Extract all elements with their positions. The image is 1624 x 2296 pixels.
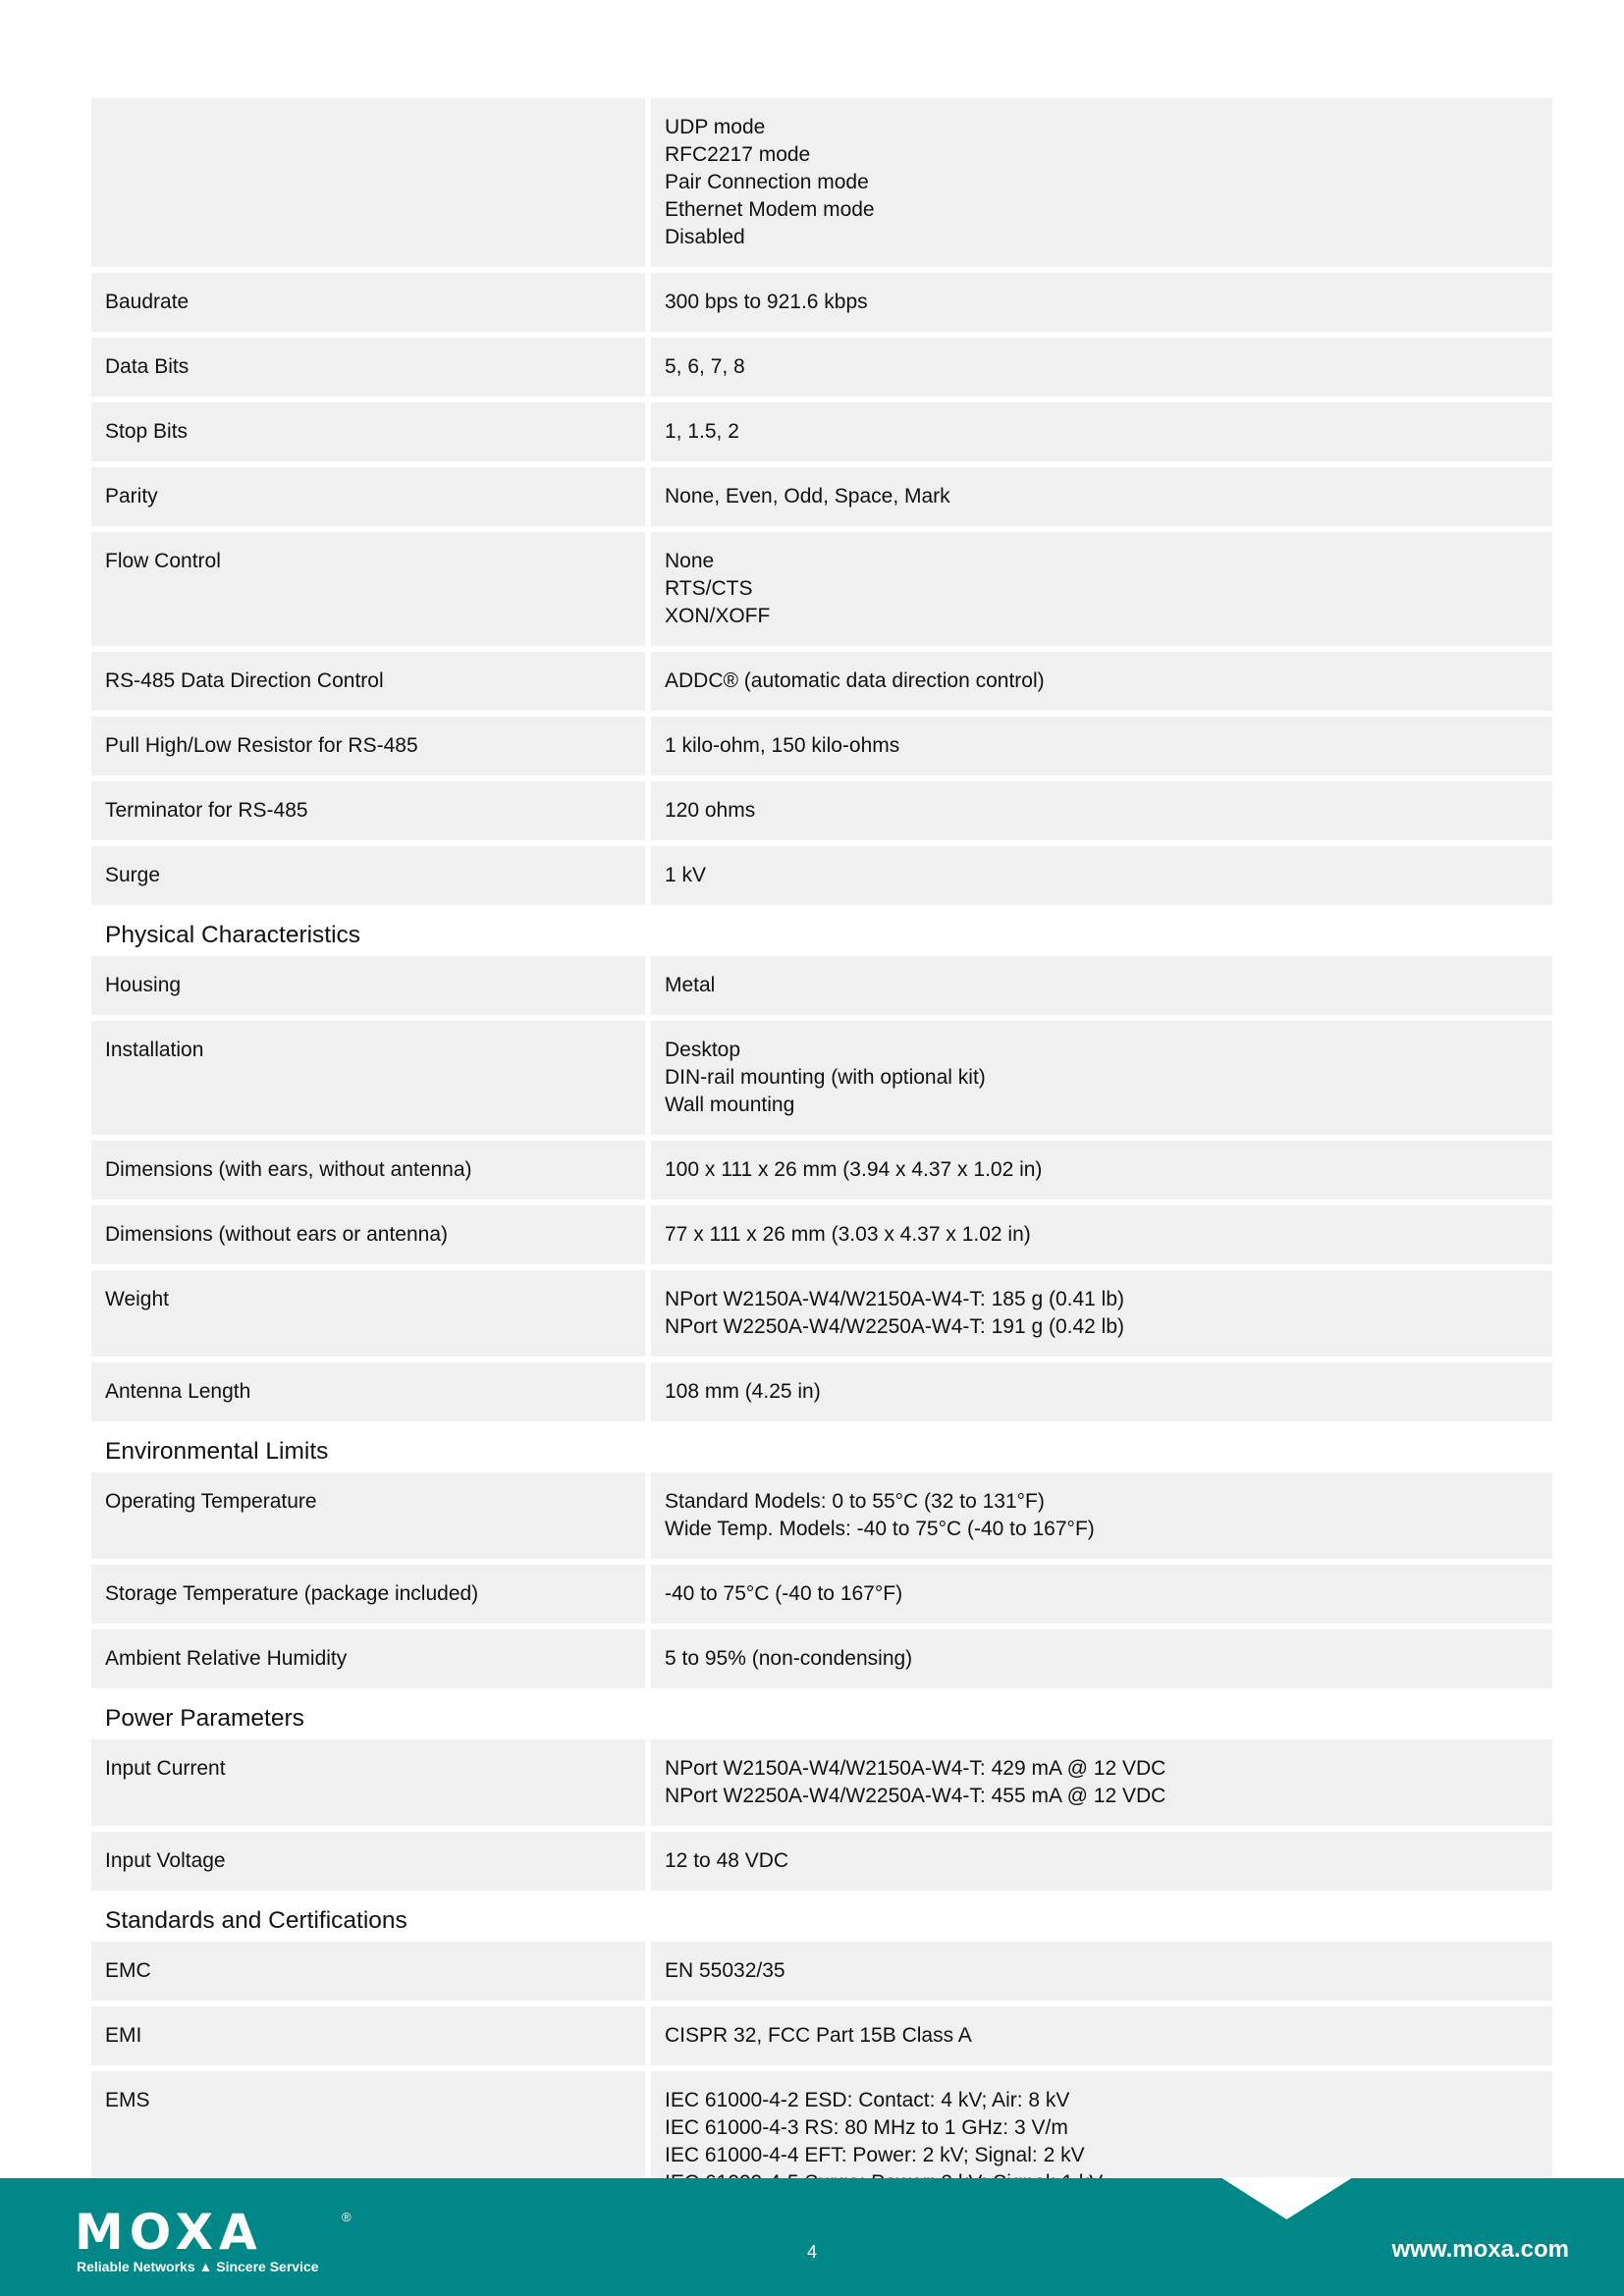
spec-value	[651, 2006, 1552, 2065]
spec-label: Stop Bits	[91, 402, 645, 461]
spec-value-line: XON/XOFF	[665, 605, 771, 627]
spec-row	[91, 532, 1552, 646]
spec-value	[651, 532, 1552, 646]
spec-row	[91, 1739, 1552, 1826]
spec-value-line: Ethernet Modem mode	[665, 198, 875, 221]
spec-sheet	[91, 98, 1552, 2246]
spec-label: Data Bits	[91, 338, 645, 397]
spec-value	[651, 1472, 1552, 1559]
spec-label: Input Current	[91, 1739, 645, 1826]
section-title: Physical Characteristics	[105, 922, 361, 948]
spec-value-line: DIN-rail mounting (with optional kit)	[665, 1066, 986, 1089]
spec-row	[91, 1270, 1552, 1357]
spec-value-line: IEC 61000-4-2 ESD: Contact: 4 kV; Air: 8 kV	[665, 2089, 1070, 2111]
spec-row	[91, 467, 1552, 526]
footer-notch-shape	[1220, 2177, 1353, 2220]
registered-mark: ®	[342, 2210, 352, 2224]
spec-value-line: RTS/CTS	[665, 577, 753, 600]
spec-value-line: Desktop	[665, 1039, 741, 1061]
spec-value-line: None	[665, 550, 715, 572]
spec-value-line: -40 to 75°C (-40 to 167°F)	[665, 1582, 903, 1605]
spec-value	[651, 1629, 1552, 1688]
spec-value-line: IEC 61000-4-4 EFT: Power: 2 kV; Signal: 2 kV	[665, 2144, 1085, 2166]
footer-band	[0, 2178, 1624, 2296]
section-title: Standards and Certifications	[105, 1907, 407, 1934]
spec-label: EMC	[91, 1942, 645, 2001]
logo-tagline: Reliable Networks ▲ Sincere Service	[77, 2259, 319, 2274]
spec-row	[91, 717, 1552, 775]
spec-value	[651, 402, 1552, 461]
spec-row	[91, 956, 1552, 1015]
spec-value	[651, 1205, 1552, 1264]
spec-value-line: 1 kilo-ohm, 150 kilo-ohms	[665, 734, 900, 757]
spec-value	[651, 1565, 1552, 1624]
spec-value	[651, 1832, 1552, 1891]
spec-row	[91, 1832, 1552, 1891]
spec-value-line: 300 bps to 921.6 kbps	[665, 291, 868, 313]
spec-row	[91, 2006, 1552, 2065]
spec-value	[651, 467, 1552, 526]
spec-value-line: 5, 6, 7, 8	[665, 355, 745, 378]
spec-value	[651, 846, 1552, 905]
spec-value-line: UDP mode	[665, 116, 766, 138]
spec-value	[651, 717, 1552, 775]
page-number: 4	[806, 2242, 817, 2262]
spec-label: Surge	[91, 846, 645, 905]
spec-value-line: NPort W2250A-W4/W2250A-W4-T: 455 mA @ 12 VDC	[665, 1785, 1166, 1807]
spec-value-line: 120 ohms	[665, 799, 756, 822]
spec-row	[91, 846, 1552, 905]
spec-label: Input Voltage	[91, 1832, 645, 1891]
spec-value-line: NPort W2250A-W4/W2250A-W4-T: 191 g (0.42 lb)	[665, 1315, 1125, 1338]
spec-row	[91, 1205, 1552, 1264]
spec-value-line: Disabled	[665, 226, 745, 248]
spec-value-line: NPort W2150A-W4/W2150A-W4-T: 429 mA @ 12 VDC	[665, 1757, 1166, 1780]
spec-label: Dimensions (without ears or antenna)	[91, 1205, 645, 1264]
spec-value	[651, 956, 1552, 1015]
spec-label: Flow Control	[91, 532, 645, 646]
spec-value-line: Metal	[665, 974, 716, 996]
spec-section	[91, 1694, 1552, 1891]
spec-value-line: 1 kV	[665, 864, 707, 886]
spec-section	[91, 1427, 1552, 1688]
spec-value	[651, 1942, 1552, 2001]
spec-label: Operating Temperature	[91, 1472, 645, 1559]
spec-label: Housing	[91, 956, 645, 1015]
spec-value-line: EN 55032/35	[665, 1959, 785, 1982]
spec-value-line: Pair Connection mode	[665, 171, 869, 193]
spec-value-line: RFC2217 mode	[665, 143, 811, 166]
spec-value	[651, 1270, 1552, 1357]
spec-row	[91, 781, 1552, 840]
spec-row	[91, 338, 1552, 397]
spec-label: Pull High/Low Resistor for RS-485	[91, 717, 645, 775]
spec-value-line: Wide Temp. Models: -40 to 75°C (-40 to 167°F)	[665, 1518, 1095, 1540]
logo-wordmark: MOXA	[75, 2204, 263, 2261]
spec-label: Parity	[91, 467, 645, 526]
spec-row	[91, 1021, 1552, 1135]
spec-value-line: None, Even, Odd, Space, Mark	[665, 485, 950, 507]
spec-value-line: 108 mm (4.25 in)	[665, 1380, 821, 1403]
spec-value	[651, 273, 1552, 332]
spec-value-line: CISPR 32, FCC Part 15B Class A	[665, 2024, 972, 2047]
spec-section	[91, 98, 1552, 905]
spec-row	[91, 273, 1552, 332]
spec-section	[91, 911, 1552, 1421]
spec-value	[651, 1141, 1552, 1200]
spec-row	[91, 652, 1552, 711]
spec-value	[651, 98, 1552, 267]
spec-value-line: ADDC® (automatic data direction control)	[665, 669, 1045, 692]
spec-value	[651, 1739, 1552, 1826]
spec-row	[91, 1565, 1552, 1624]
spec-label: Baudrate	[91, 273, 645, 332]
spec-label: Installation	[91, 1021, 645, 1135]
spec-row	[91, 1141, 1552, 1200]
spec-row	[91, 402, 1552, 461]
spec-value-line: 77 x 111 x 26 mm (3.03 x 4.37 x 1.02 in)	[665, 1223, 1031, 1246]
spec-label: Ambient Relative Humidity	[91, 1629, 645, 1688]
spec-value-line: Wall mounting	[665, 1094, 795, 1116]
spec-value	[651, 338, 1552, 397]
moxa-logo	[75, 2204, 369, 2276]
spec-row	[91, 1362, 1552, 1421]
spec-label: Antenna Length	[91, 1362, 645, 1421]
spec-value-line: 12 to 48 VDC	[665, 1849, 789, 1872]
website-link[interactable]: www.moxa.com	[1391, 2236, 1569, 2263]
spec-label: Storage Temperature (package included)	[91, 1565, 645, 1624]
spec-label: Terminator for RS-485	[91, 781, 645, 840]
spec-row	[91, 1942, 1552, 2001]
spec-value-line: 5 to 95% (non-condensing)	[665, 1647, 913, 1670]
spec-value	[651, 1362, 1552, 1421]
spec-row	[91, 98, 1552, 267]
spec-label: EMI	[91, 2006, 645, 2065]
spec-value	[651, 652, 1552, 711]
spec-value-line: 100 x 111 x 26 mm (3.94 x 4.37 x 1.02 in)	[665, 1158, 1043, 1181]
spec-label	[91, 98, 645, 267]
spec-value-line: NPort W2150A-W4/W2150A-W4-T: 185 g (0.41 lb)	[665, 1288, 1125, 1310]
spec-row	[91, 1472, 1552, 1559]
spec-value-line: 1, 1.5, 2	[665, 420, 739, 443]
spec-value-line: Standard Models: 0 to 55°C (32 to 131°F)	[665, 1490, 1045, 1513]
spec-value	[651, 1021, 1552, 1135]
spec-row	[91, 1629, 1552, 1688]
spec-label: EMS	[91, 2071, 645, 2240]
section-title: Power Parameters	[105, 1705, 304, 1732]
spec-label: RS-485 Data Direction Control	[91, 652, 645, 711]
spec-label: Dimensions (with ears, without antenna)	[91, 1141, 645, 1200]
spec-label: Weight	[91, 1270, 645, 1357]
section-title: Environmental Limits	[105, 1438, 329, 1465]
spec-value	[651, 781, 1552, 840]
spec-value-line: IEC 61000-4-3 RS: 80 MHz to 1 GHz: 3 V/m	[665, 2116, 1068, 2139]
